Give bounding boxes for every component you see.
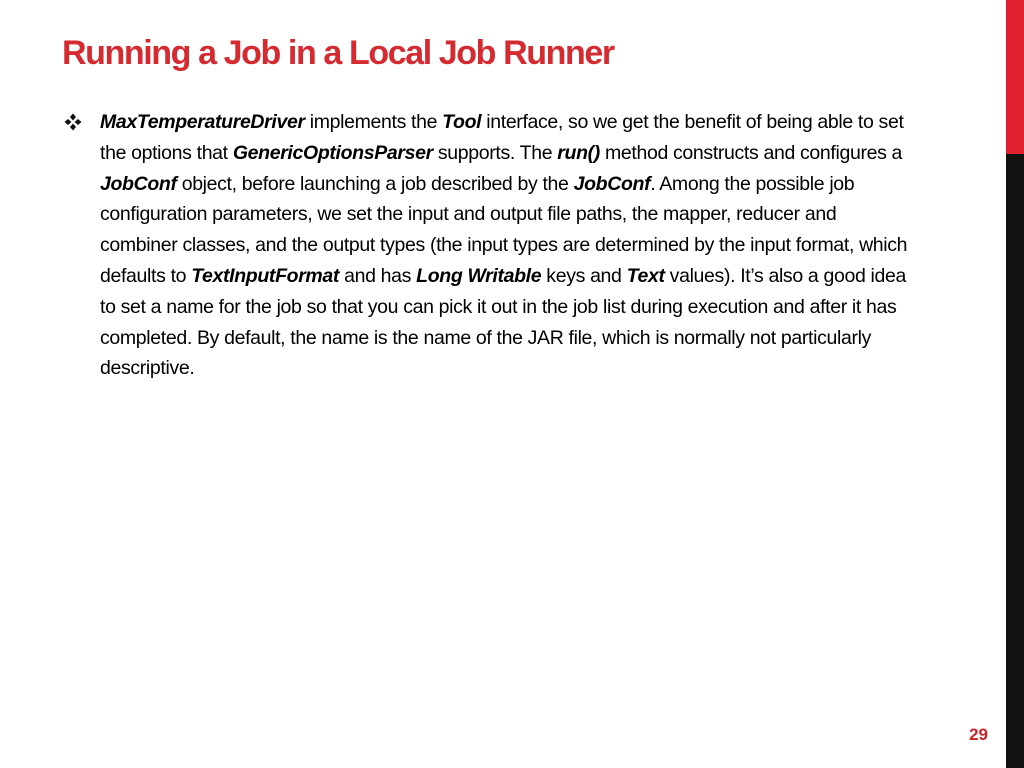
bullet-text-5: object, before launching a job described by the xyxy=(176,172,574,195)
bullet-text-9: values). It’s also a good idea to set a name for the job so that you can pick it out in the job list during execution and after it has completed. By default, the name is the name of the JAR file, which is normally not particularly descriptive. xyxy=(100,264,906,380)
class-name-tool: Tool xyxy=(442,111,482,133)
accent-bar-dark xyxy=(1006,154,1024,768)
accent-bar-red xyxy=(1006,0,1024,154)
method-name-run: run() xyxy=(557,141,600,164)
bullet-text-4: method constructs and configures a xyxy=(599,141,903,164)
class-name-long-writable: Long Writable xyxy=(416,264,542,287)
bullet-text-2: interface, so we get the benefit of being able to set the options that xyxy=(100,111,904,164)
four-diamond-bullet-icon-svg xyxy=(64,113,82,131)
class-name-jobconf-1: JobConf xyxy=(100,172,177,195)
class-name-max-temperature-driver: MaxTemperatureDriver xyxy=(100,111,305,133)
bullet-text-1: implements the xyxy=(304,111,443,133)
bullet-text-7: and has xyxy=(339,264,417,287)
page-number: 29 xyxy=(969,725,988,744)
four-diamond-bullet-icon xyxy=(64,113,82,131)
class-name-generic-options-parser: GenericOptionsParser xyxy=(232,141,433,164)
class-name-jobconf-2: JobConf xyxy=(573,172,651,195)
slide-title: Running a Job in a Local Job Runner xyxy=(62,34,614,72)
bullet-text-3: supports. The xyxy=(432,141,558,164)
bullet-paragraph xyxy=(100,107,910,384)
bullet-text-8: keys and xyxy=(541,264,627,287)
class-name-text-input-format: TextInputFormat xyxy=(191,264,340,287)
bullet-text-6: . Among the possible job configuration parameters, we set the input and output file paths, the mapper, reducer and combiner classes, and the output types (the input types are determined by the input format, which defaults to xyxy=(100,172,908,287)
class-name-text: Text xyxy=(626,264,665,287)
